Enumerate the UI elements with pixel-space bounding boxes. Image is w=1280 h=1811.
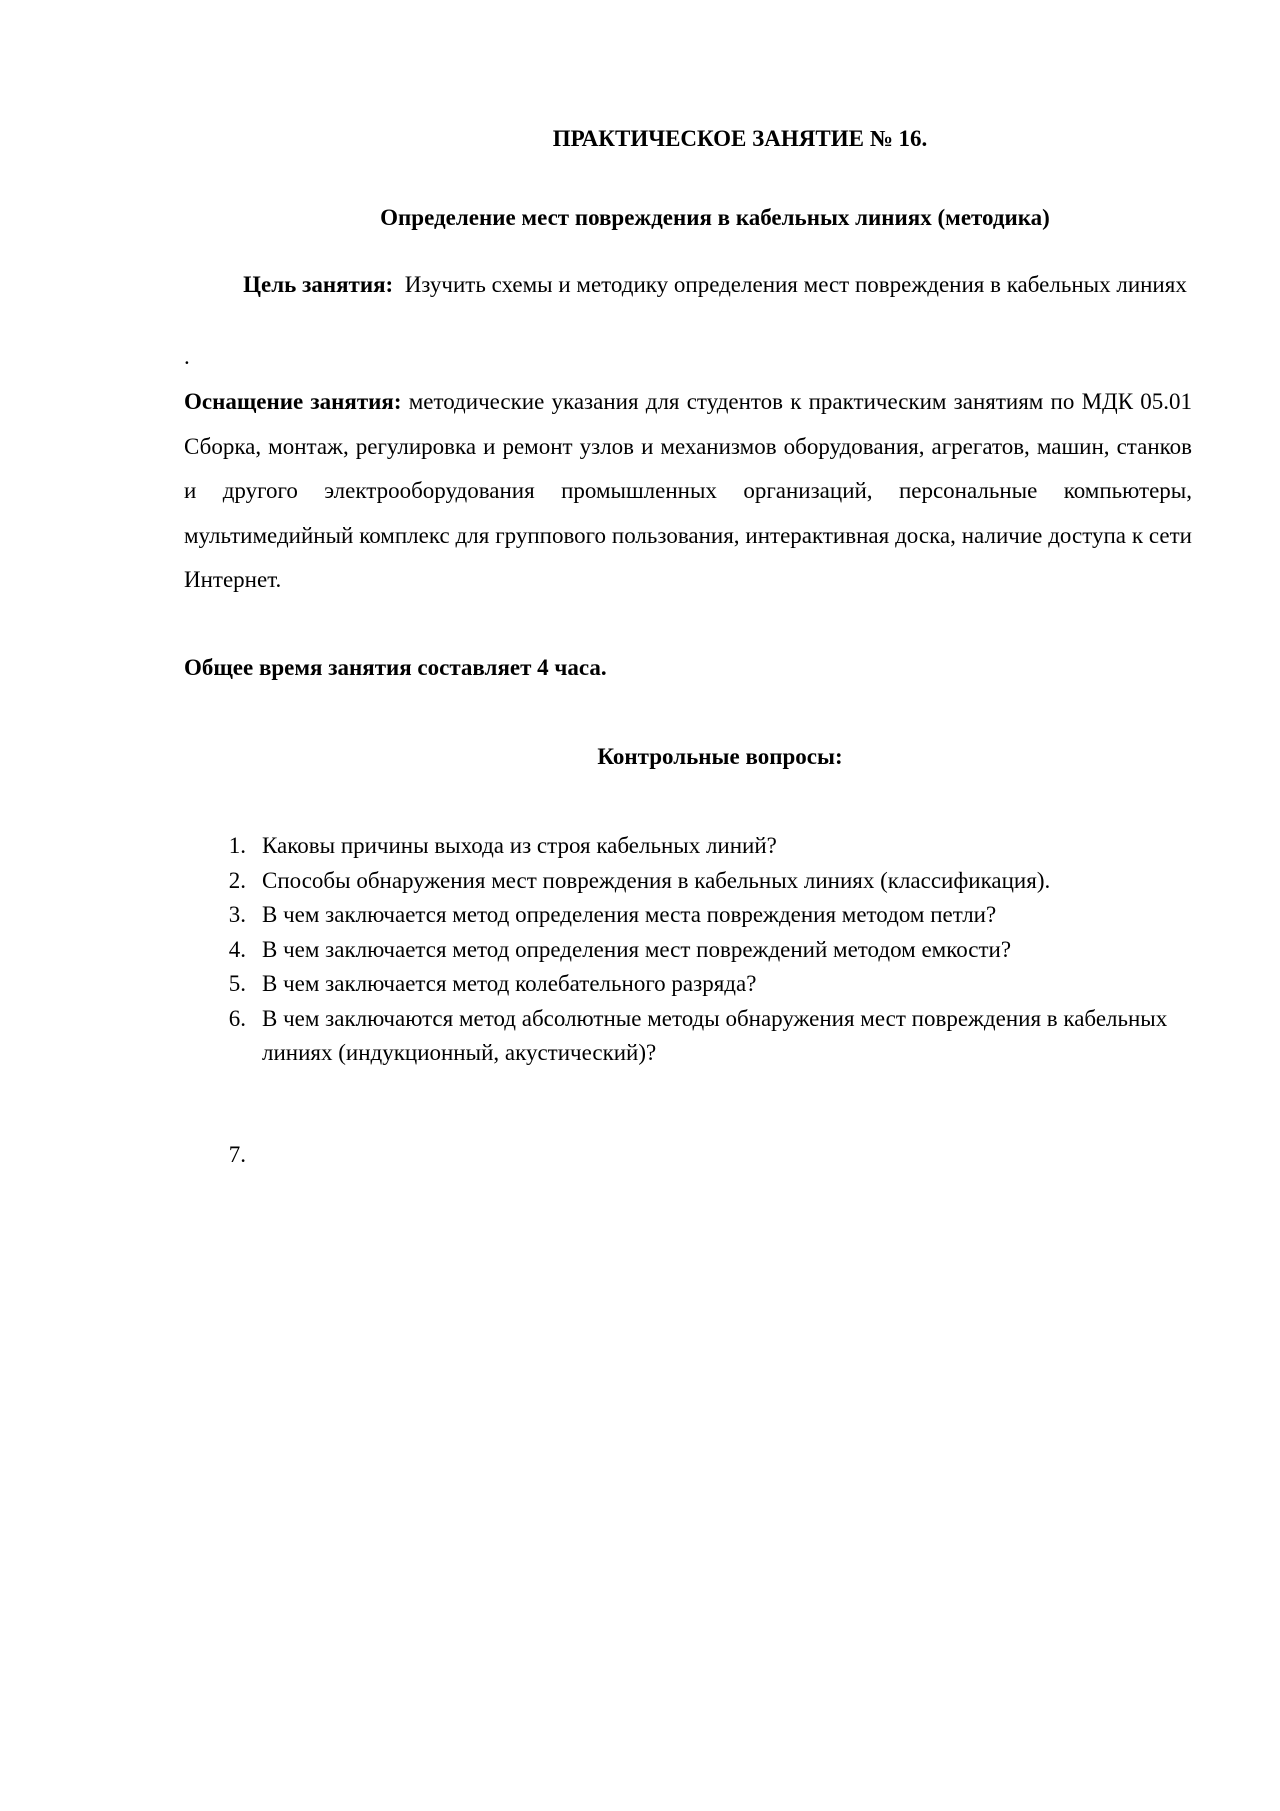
list-item-number: 4. bbox=[228, 936, 246, 962]
list-item-number: 1. bbox=[228, 833, 246, 858]
lesson-goal bbox=[186, 268, 1244, 302]
list-item bbox=[186, 829, 1196, 864]
list-item-text: В чем заключается метод определения места повреждения методом петли? bbox=[262, 902, 997, 927]
stray-dot: . bbox=[184, 344, 190, 369]
page-title: ПРАКТИЧЕСКОЕ ЗАНЯТИЕ № 16. bbox=[552, 126, 928, 151]
list-item-number: 5. bbox=[228, 971, 246, 996]
list-item-text: Способы обнаружения мест повреждения в кабельных линиях (классификация). bbox=[262, 867, 1051, 893]
list-item-number: 3. bbox=[228, 902, 246, 927]
lesson-subtitle: Определение мест повреждения в кабельных линиях (методика) bbox=[380, 205, 1050, 230]
empty-list-item bbox=[186, 1138, 262, 1172]
equipment-text: методические указания для студентов к практическим занятиям по МДК 05.01 Сборка, монтаж, регулировка и ремонт узлов и механизмов оборудования, агрегатов, машин, станков и другого электрооборудования промышленных организаций, персональные компьютеры, мультимедийный комплекс для группового пользования, интерактивная доска, наличие доступа к сети Интернет. bbox=[184, 389, 1193, 592]
list-item bbox=[186, 967, 1196, 1002]
list-item bbox=[186, 933, 1196, 968]
questions-list bbox=[186, 829, 1196, 1071]
list-item-text: В чем заключаются метод абсолютные методы обнаружения мест повреждения в кабельных линиях (индукционный, акустический)? bbox=[262, 1005, 1168, 1065]
list-item bbox=[186, 898, 1196, 933]
list-item-number: 6. bbox=[228, 1005, 246, 1031]
list-item-number: 7. bbox=[228, 1142, 246, 1167]
list-item bbox=[186, 864, 1196, 899]
list-item-text: В чем заключается метод колебательного разряда? bbox=[262, 971, 757, 996]
list-item-text: В чем заключается метод определения мест повреждений методом емкости? bbox=[262, 936, 1012, 962]
goal-label: Цель занятия: bbox=[243, 272, 394, 297]
list-item bbox=[186, 1002, 1196, 1071]
equipment-label: Оснащение занятия: bbox=[184, 389, 402, 414]
list-item-text: Каковы причины выхода из строя кабельных линий? bbox=[262, 833, 777, 858]
lesson-equipment bbox=[184, 380, 1192, 603]
list-item-number: 2. bbox=[228, 867, 246, 893]
total-time: Общее время занятия составляет 4 часа. bbox=[184, 655, 607, 680]
questions-heading: Контрольные вопросы: bbox=[597, 744, 843, 769]
goal-text: Изучить схемы и методику определения мест повреждения в кабельных линиях bbox=[404, 272, 1187, 297]
